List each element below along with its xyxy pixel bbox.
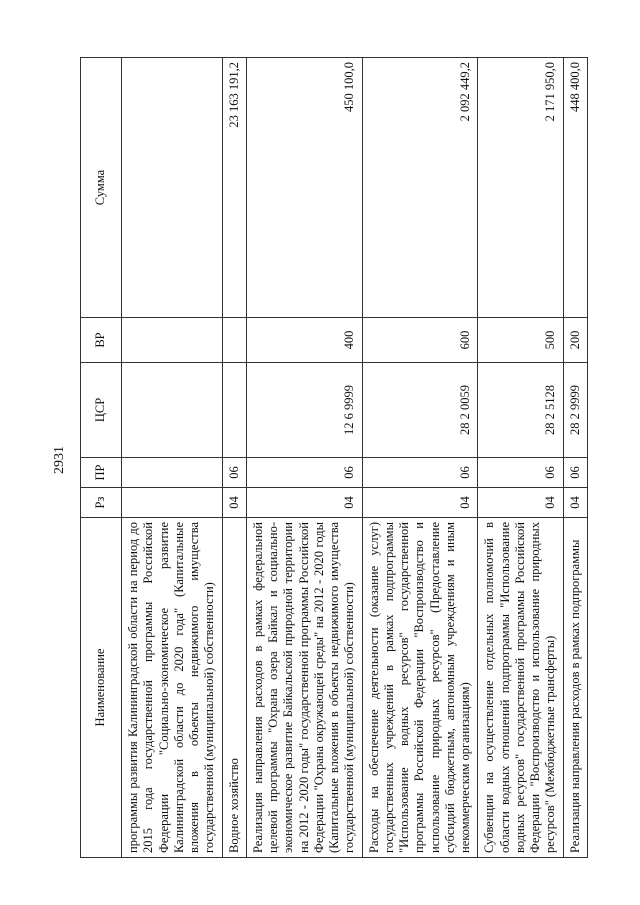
row-rz: 04 [246, 488, 362, 518]
row-sum: 448 400,0 [563, 58, 587, 318]
row-sum: 450 100,0 [246, 58, 362, 318]
row-rz: 04 [362, 488, 478, 518]
row-sum: 2 092 449,2 [362, 58, 478, 318]
row-pr: 06 [246, 458, 362, 488]
row-sum: 23 163 191,2 [222, 58, 246, 318]
row-csr: 28 2 5128 [478, 363, 563, 458]
row-name: Реализация направления расходов в рамках федеральной целевой программы "Охрана озера Байкал и социально-экономическое развитие Байкальской природной территории на 2012 - 2020 годы" государственной программы Российской Федерации "Охрана окружающей среды" на 2012 - 2020 годы (Капитальные вложения в объекты недвижимого имущества государственной (муниципальной) собственности) [246, 518, 362, 858]
row-vr: 500 [478, 318, 563, 363]
table-row [563, 58, 587, 858]
budget-table [80, 57, 588, 858]
rotated-page-content [80, 58, 610, 858]
row-pr: 06 [362, 458, 478, 488]
row-rz: 04 [563, 488, 587, 518]
table-row [246, 58, 362, 858]
page-number: 2931 [52, 446, 67, 474]
row-rz [122, 488, 223, 518]
header-vr: ВР [81, 318, 122, 363]
header-sum: Сумма [81, 58, 122, 318]
row-pr: 06 [222, 458, 246, 488]
row-csr [122, 363, 223, 458]
header-pr: ПР [81, 458, 122, 488]
row-vr: 600 [362, 318, 478, 363]
table-row [362, 58, 478, 858]
table-row [222, 58, 246, 858]
row-vr: 200 [563, 318, 587, 363]
row-pr: 06 [478, 458, 563, 488]
row-csr: 28 2 0059 [362, 363, 478, 458]
row-sum: 2 171 950,0 [478, 58, 563, 318]
row-name: Реализация направления расходов в рамках подпрограммы [563, 518, 587, 858]
row-vr [122, 318, 223, 363]
row-rz: 04 [222, 488, 246, 518]
table-row [122, 58, 223, 858]
row-sum [122, 58, 223, 318]
row-csr: 28 2 9999 [563, 363, 587, 458]
header-csr: ЦСР [81, 363, 122, 458]
row-vr [222, 318, 246, 363]
row-name: Водное хозяйство [222, 518, 246, 858]
row-csr [222, 363, 246, 458]
row-pr [122, 458, 223, 488]
row-vr: 400 [246, 318, 362, 363]
header-rz: Рз [81, 488, 122, 518]
header-name: Наименование [81, 518, 122, 858]
row-name: Расходы на обеспечение деятельности (оказание услуг) государственных учреждений в рамках подпрограммы "Использование водных ресурсов" государственной программы Российской Федерации "Воспроизводство и использование природных ресурсов" (Предоставление субсидий бюджетным, автономным учреждениям и иным некоммерческим организациям) [362, 518, 478, 858]
row-name: программы развития Калининградской области на период до 2015 года государственной программы Российской Федерации "Социально-экономическое развитие Калининградской области до 2020 года" (Капитальные вложения в объекты недвижимого имущества государственной (муниципальной) собственности) [122, 518, 223, 858]
table-header-row [81, 58, 122, 858]
row-name: Субвенции на осуществление отдельных полномочий в области водных отношений подпрограммы "Использование водных ресурсов" государственной программы Российской Федерации "Воспроизводство и использование природных ресурсов" (Межбюджетные трансферты) [478, 518, 563, 858]
row-rz: 04 [478, 488, 563, 518]
table-row [478, 58, 563, 858]
row-pr: 06 [563, 458, 587, 488]
row-csr: 12 6 9999 [246, 363, 362, 458]
